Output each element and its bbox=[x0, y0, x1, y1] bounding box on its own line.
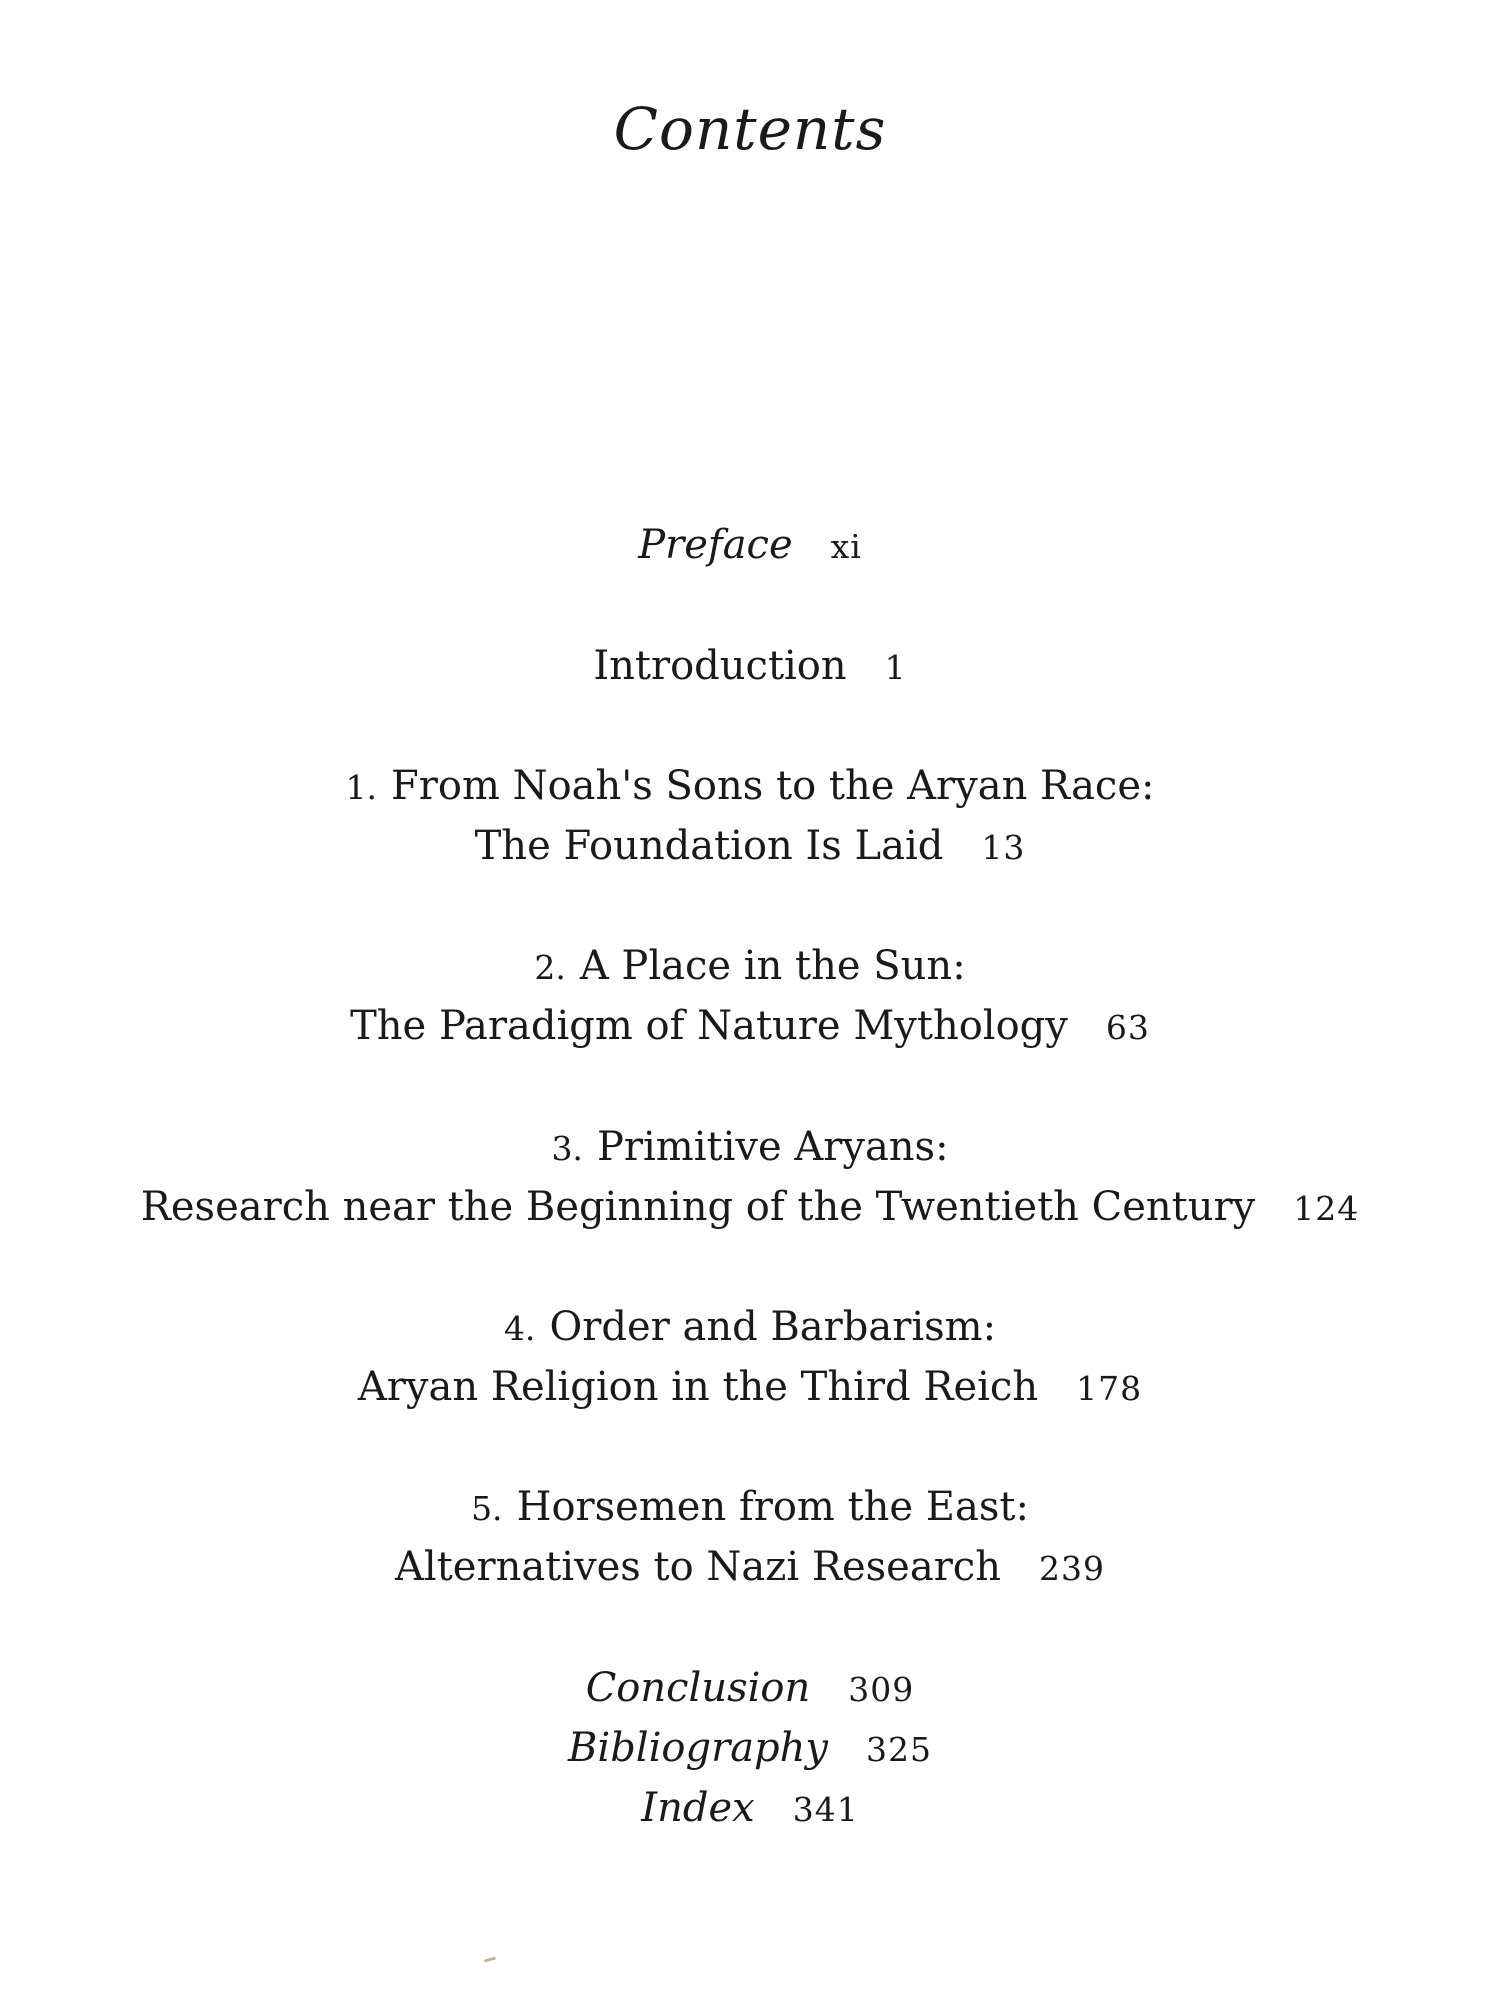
chapter-title-line1: A Place in the Sun: bbox=[579, 943, 966, 989]
toc-entry-page: 178 bbox=[1076, 1369, 1143, 1408]
toc-entry-page: 124 bbox=[1293, 1189, 1360, 1228]
toc-chapter-5-line2[interactable] bbox=[0, 1544, 1500, 1590]
toc-entry-page: 13 bbox=[981, 828, 1026, 867]
chapter-number: 2. bbox=[534, 948, 566, 987]
toc-entry-preface[interactable] bbox=[0, 522, 1500, 568]
toc-chapter-1-line1[interactable] bbox=[0, 763, 1500, 809]
toc-chapter-4-line1[interactable] bbox=[0, 1304, 1500, 1350]
toc-entry-label: Conclusion bbox=[585, 1665, 811, 1711]
stray-mark bbox=[484, 1956, 496, 1962]
chapter-title-line1: From Noah's Sons to the Aryan Race: bbox=[391, 763, 1155, 809]
chapter-title-line1: Horsemen from the East: bbox=[516, 1484, 1029, 1530]
toc-entry-page: 63 bbox=[1105, 1008, 1150, 1047]
toc-chapter-3-line2[interactable] bbox=[0, 1184, 1500, 1230]
toc-entry-conclusion[interactable] bbox=[0, 1665, 1500, 1711]
toc-chapter-1-line2[interactable] bbox=[0, 823, 1500, 869]
toc-entry-page: xi bbox=[830, 527, 862, 566]
chapter-title-line2: The Paradigm of Nature Mythology bbox=[350, 1003, 1068, 1049]
toc-chapter-5-line1[interactable] bbox=[0, 1484, 1500, 1530]
toc-entry-page: 239 bbox=[1038, 1549, 1105, 1588]
chapter-title-line2: Alternatives to Nazi Research bbox=[395, 1544, 1001, 1590]
toc-chapter-2-line2[interactable] bbox=[0, 1003, 1500, 1049]
toc-chapter-2-line1[interactable] bbox=[0, 943, 1500, 989]
page-title: Contents bbox=[613, 95, 887, 163]
toc-chapter-4-line2[interactable] bbox=[0, 1364, 1500, 1410]
toc-entry-page: 1 bbox=[884, 648, 907, 687]
toc-entry-label: Index bbox=[641, 1785, 755, 1831]
chapter-number: 4. bbox=[503, 1309, 536, 1348]
toc-entry-label: Bibliography bbox=[568, 1725, 828, 1771]
chapter-number: 1. bbox=[345, 768, 377, 807]
toc-entry-index[interactable] bbox=[0, 1785, 1500, 1831]
chapter-number: 5. bbox=[471, 1489, 503, 1528]
toc-entry-bibliography[interactable] bbox=[0, 1725, 1500, 1771]
toc-entry-introduction[interactable] bbox=[0, 643, 1500, 689]
chapter-title-line2: Aryan Religion in the Third Reich bbox=[357, 1364, 1039, 1410]
toc-entry-page: 309 bbox=[848, 1670, 915, 1709]
chapter-title-line1: Order and Barbarism: bbox=[549, 1304, 997, 1350]
toc-entry-label: Preface bbox=[638, 522, 793, 568]
chapter-title-line2: Research near the Beginning of the Twentieth Century bbox=[140, 1184, 1256, 1230]
toc-chapter-3-line1[interactable] bbox=[0, 1124, 1500, 1170]
toc-entry-label: Introduction bbox=[593, 643, 847, 689]
chapter-number: 3. bbox=[551, 1129, 583, 1168]
chapter-title-line1: Primitive Aryans: bbox=[596, 1124, 949, 1170]
toc-entry-page: 341 bbox=[792, 1790, 859, 1829]
chapter-title-line2: The Foundation Is Laid bbox=[474, 823, 944, 869]
toc-entry-page: 325 bbox=[866, 1730, 932, 1769]
